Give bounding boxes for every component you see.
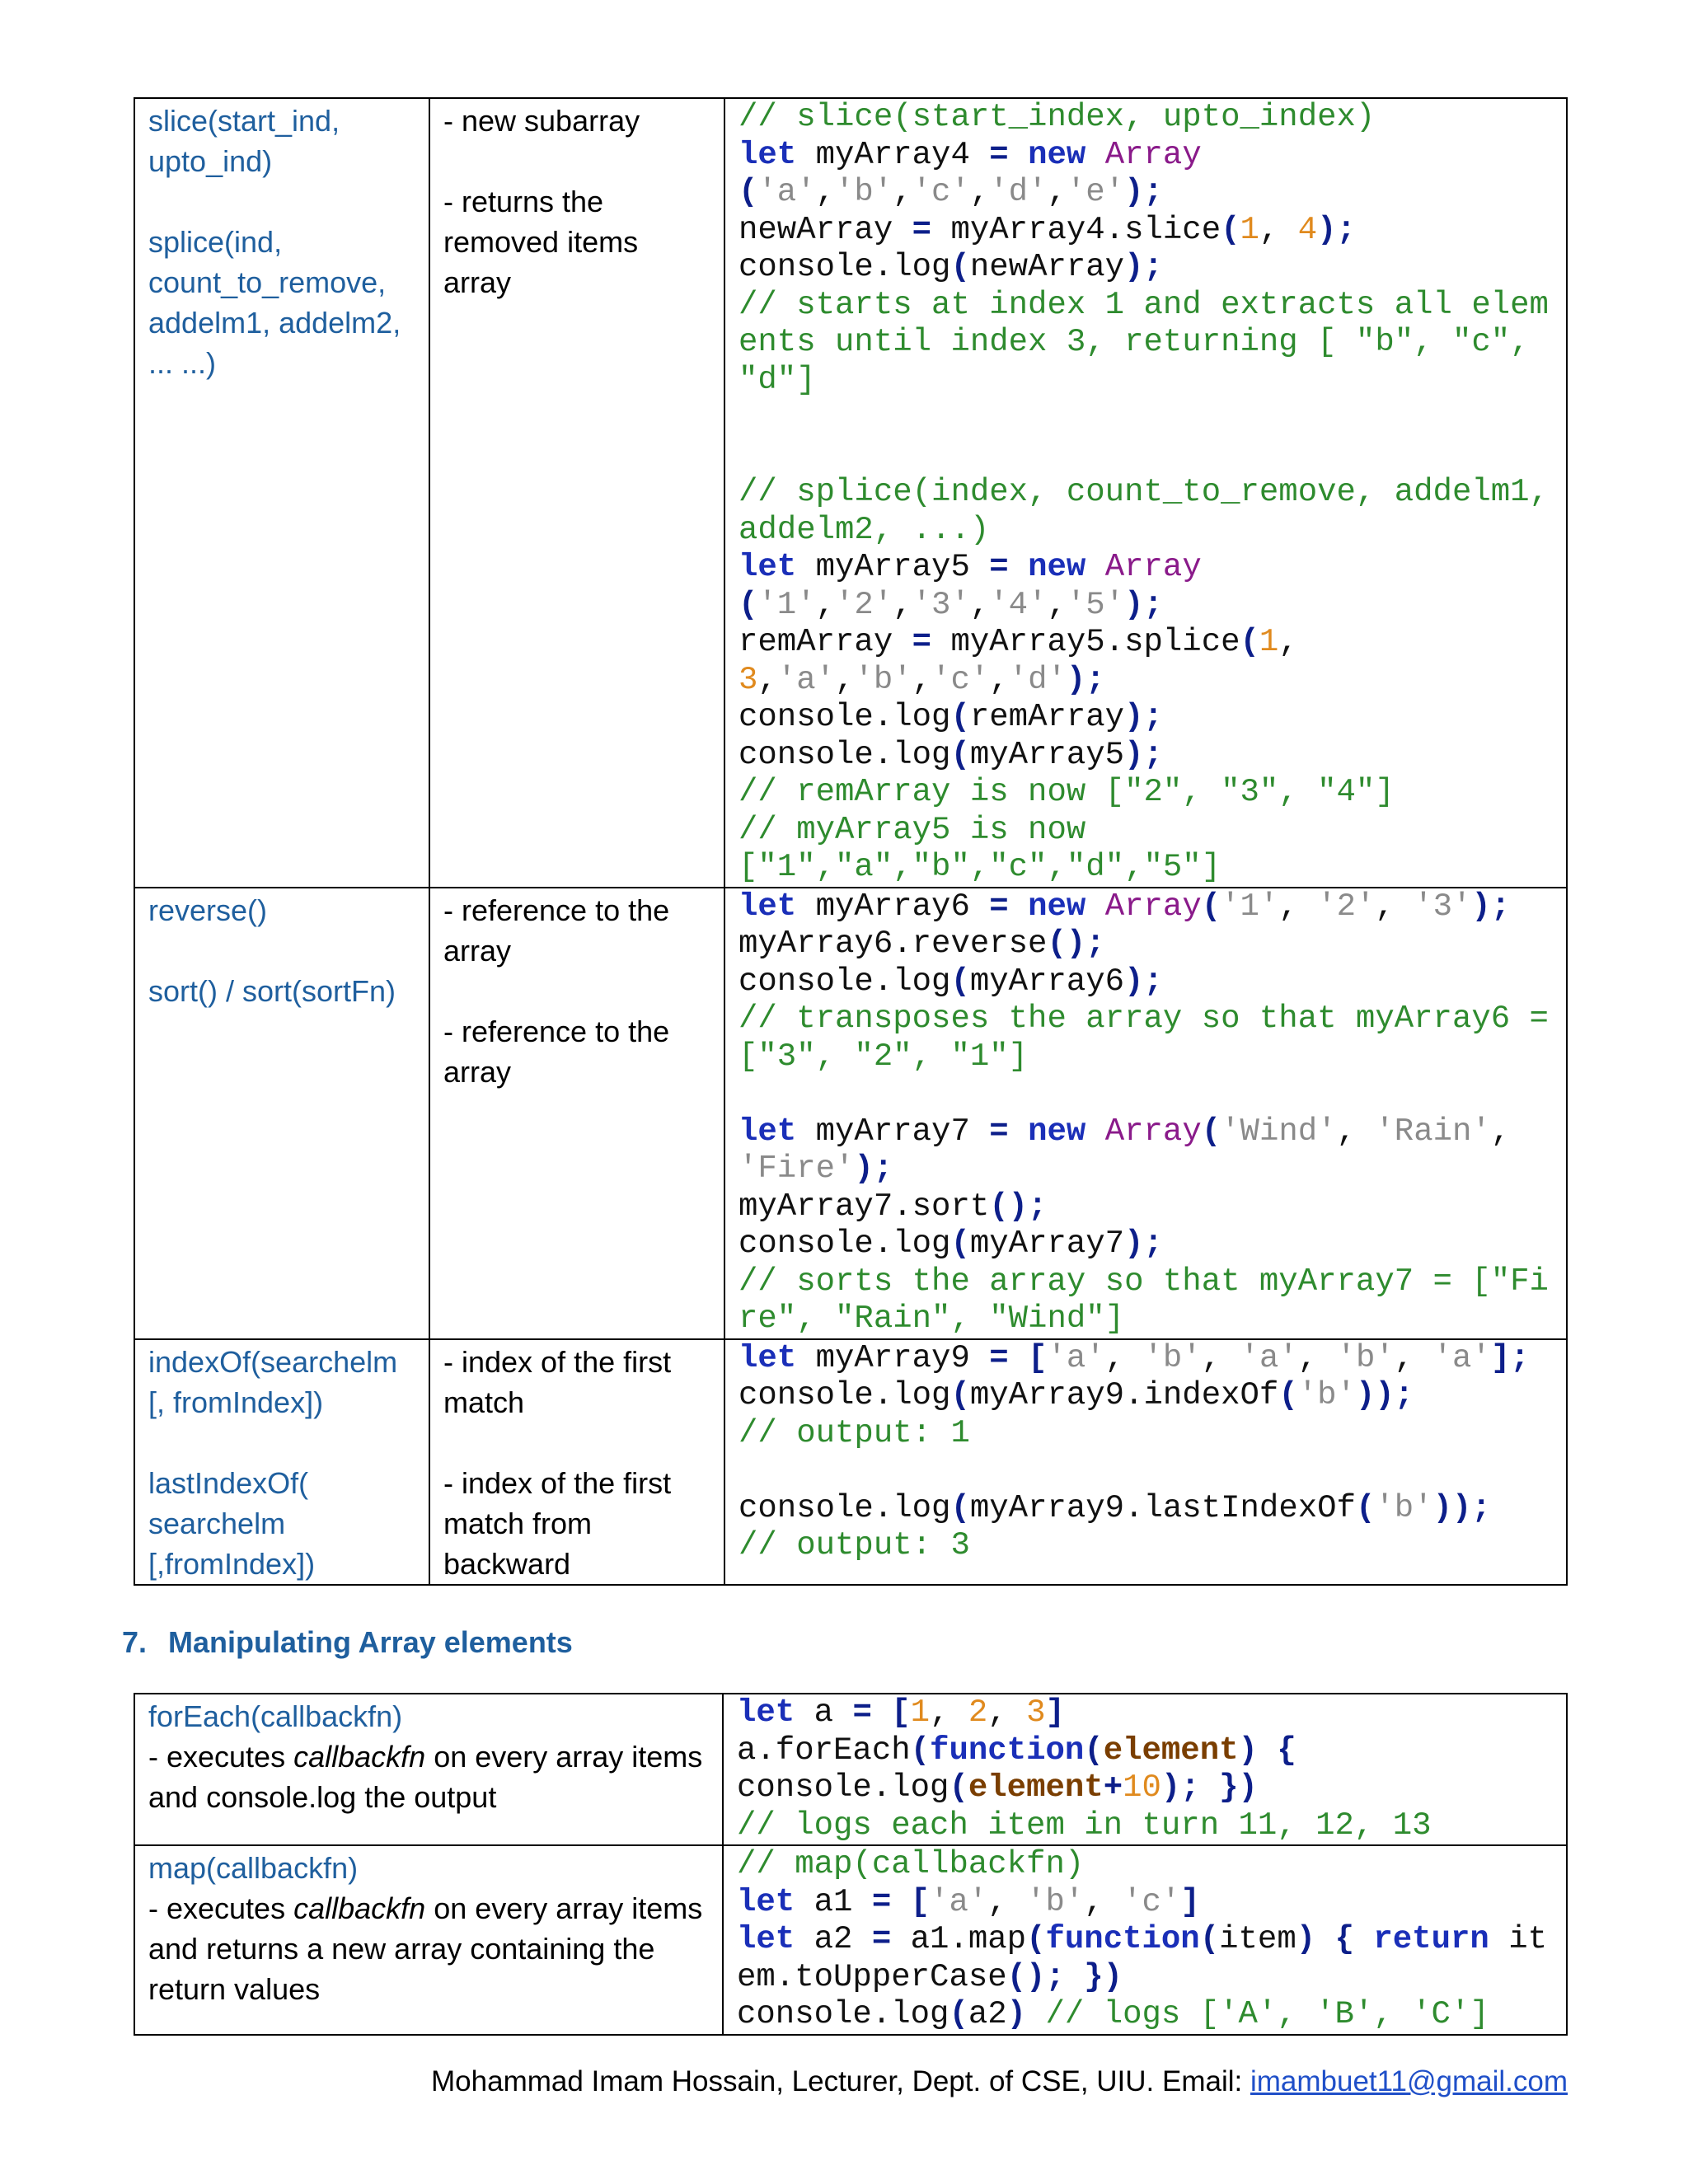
table-row [134,1339,1567,1585]
function-cell [134,1339,429,1585]
function-line: upto_ind) [148,144,273,178]
spacer [148,181,415,222]
description-cell [134,1845,723,2035]
return-cell [429,888,724,1339]
return-line: - reference to the [443,1014,670,1048]
desc-text: on every array items and console.log the output [148,1740,703,1814]
function-line: count_to_remove, [148,265,387,299]
desc-text: - executes [148,1740,294,1774]
function-line: [,fromIndex]) [148,1546,316,1581]
return-line: - new subarray [443,104,640,138]
page-footer [431,2065,1568,2098]
code-block-foreach: let a = [1, 2, 3] a.forEach(function(element) { console.log(element+10); }) // logs each item in turn 11, 12, 13 [737,1694,1432,1844]
function-line: lastIndexOf( [148,1465,309,1500]
function-line: slice(start_ind, [148,104,340,138]
return-line: - index of the first [443,1465,672,1500]
code-cell [723,1845,1567,2035]
return-line: - returns the [443,185,604,218]
spacer [443,971,710,1011]
return-line: removed items [443,225,639,259]
code-block-slice-splice: // slice(start_index, upto_index) let myArray4 = new Array('a','b','c','d','e'); newArray = myArray4.slice(1, 4); console.log(newArray); // starts at index 1 and extracts all elements until index 3, returning [ "b", "c", "d"] // splice(index, count_to_remove, addelm1, addelm2, ...) let myArray5 = new Array('1','2','3','4','5'); remArray = myArray5.splice(1,3,'a','b','c','d'); console.log(remArray); console.log(myArray5); // remArray is now ["2", "3", "4"] // myArray5 is now ["1","a","b","c","d","5"] [738,99,1568,885]
footer-email-link[interactable]: imambuet11@gmail.com [1250,2065,1568,2097]
function-list [135,888,429,1011]
section-heading [122,1625,573,1660]
function-desc [148,1888,709,2009]
return-line: - reference to the [443,893,670,927]
return-line: match from [443,1506,593,1540]
spacer [148,1422,415,1463]
function-name: map(callbackfn) [148,1851,359,1885]
code-cell [724,888,1567,1339]
return-line: array [443,933,512,968]
desc-emphasis: callbackfn [293,1740,426,1774]
function-line: splice(ind, [148,225,283,259]
code-block-map: // map(callbackfn) let a1 = ['a', 'b', 'c'] let a2 = a1.map(function(item) { return item.toUpperCase(); }) console.log(a2) // logs ['A', 'B', 'C'] [737,1846,1548,2032]
desc-text: on every array items and returns a new array containing the return values [148,1891,703,2006]
return-list [430,888,724,1092]
table-row [134,888,1567,1339]
function-list [135,1340,429,1584]
return-cell [429,98,724,888]
return-line: array [443,1054,512,1089]
return-cell [429,1339,724,1585]
manipulation-table [134,1693,1568,2036]
code-cell [723,1694,1567,1845]
function-line: indexOf(searchelm [148,1344,398,1379]
function-desc [148,1736,709,1817]
spacer [443,141,710,181]
description-cell [134,1694,723,1845]
return-line: match [443,1385,525,1419]
spacer [148,930,415,971]
function-cell [134,98,429,888]
return-line: - index of the first [443,1344,672,1379]
function-list [135,99,429,383]
function-line: ... ...) [148,346,217,380]
footer-text: Mohammad Imam Hossain, Lecturer, Dept. of CSE, UIU. Email: [431,2065,1250,2097]
return-list [430,99,724,302]
table-row [134,98,1567,888]
description [135,1846,722,2009]
function-line: [, fromIndex]) [148,1385,324,1419]
return-list [430,1340,724,1584]
function-line: searchelm [148,1506,286,1540]
code-cell [724,1339,1567,1585]
return-line: array [443,265,512,299]
code-block-reverse-sort: let myArray6 = new Array('1', '2', '3'); myArray6.reverse(); console.log(myArray6); // transposes the array so that myArray6 = ["3", "2", "1"] let myArray7 = new Array('Wind', 'Rain', 'Fire'); myArray7.sort(); console.log(myArray7); // sorts the array so that myArray7 = ["Fire", "Rain", "Wind"] [738,888,1568,1337]
section-title: Manipulating Array elements [168,1625,573,1659]
description [135,1694,722,1817]
function-line: reverse() [148,893,268,927]
function-line: addelm1, addelm2, [148,306,401,340]
array-methods-table [134,97,1568,1586]
return-line: backward [443,1546,571,1581]
desc-emphasis: callbackfn [293,1891,426,1925]
function-name: forEach(callbackfn) [148,1699,403,1733]
function-line: sort() / sort(sortFn) [148,973,396,1008]
code-cell [724,98,1567,888]
desc-text: - executes [148,1891,294,1925]
table-row [134,1694,1567,1845]
section-number: 7. [122,1625,148,1659]
spacer [443,1422,710,1463]
code-block-indexof: let myArray9 = ['a', 'b', 'a', 'b', 'a']; console.log(myArray9.indexOf('b')); // output: 1 console.log(myArray9.lastIndexOf('b')); // output: 3 [738,1339,1530,1563]
table-row [134,1845,1567,2035]
function-cell [134,888,429,1339]
